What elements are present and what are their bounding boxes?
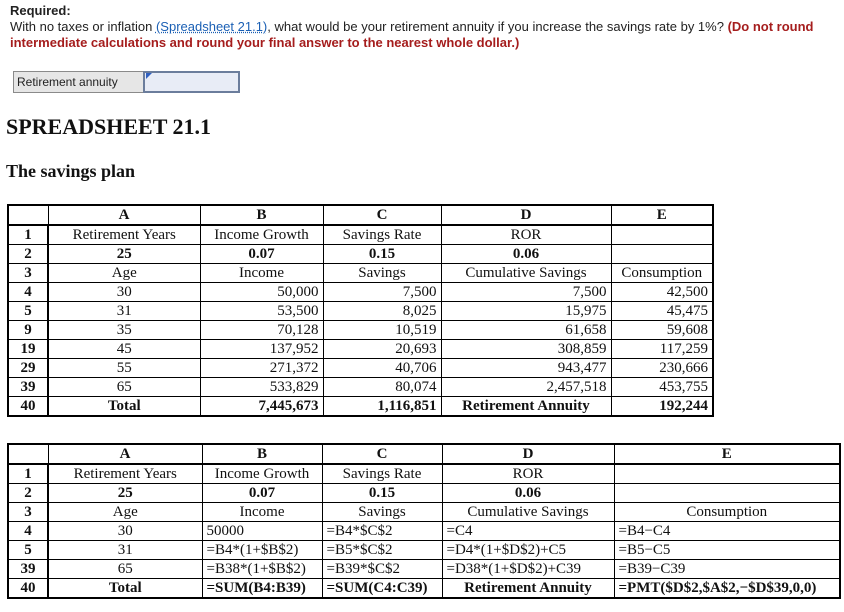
table-row [8,340,713,359]
column-header: B [200,205,323,225]
values-table [7,204,714,417]
row-number: 5 [8,302,48,321]
column-header: A [48,444,202,464]
cell [614,484,840,503]
row-number: 9 [8,321,48,340]
cell: 25 [48,245,200,264]
row-number: 4 [8,522,48,541]
cell: Total [48,397,200,417]
cell: =B4−C4 [614,522,840,541]
cell: 0.06 [441,245,611,264]
cell: =SUM(B4:B39) [202,579,322,599]
column-header: B [202,444,322,464]
cell: Income Growth [200,225,323,245]
column-header: A [48,205,200,225]
cell: 25 [48,484,202,503]
cell: 65 [48,378,200,397]
cell: =B4*$C$2 [322,522,442,541]
column-header: D [441,205,611,225]
row-number: 40 [8,579,48,599]
cell: 0.07 [202,484,322,503]
cell: 50000 [202,522,322,541]
cell: 2,457,518 [441,378,611,397]
question-text-start: With no taxes or inflation [10,19,156,34]
cell: Savings Rate [322,464,442,484]
row-number: 29 [8,359,48,378]
required-label: Required: [10,3,71,18]
cell: 61,658 [441,321,611,340]
cell: =SUM(C4:C39) [322,579,442,599]
cell: Age [48,503,202,522]
rounding-note: (Do not round intermediate calculations and round your final answer to the nearest whole dollar.) [10,19,814,50]
cell: =B39*$C$2 [322,560,442,579]
cell: 20,693 [323,340,441,359]
table-row [8,245,713,264]
cell: 7,500 [323,283,441,302]
cell: 0.06 [442,484,614,503]
cell: Retirement Years [48,225,200,245]
cell: Consumption [611,264,713,283]
cell: =B5*$C$2 [322,541,442,560]
retirement-annuity-input[interactable] [143,71,240,93]
cell: 230,666 [611,359,713,378]
cell: 53,500 [200,302,323,321]
cell: 30 [48,522,202,541]
cell: 137,952 [200,340,323,359]
cell: 50,000 [200,283,323,302]
cell: 533,829 [200,378,323,397]
table-row [8,579,840,599]
cell: =D38*(1+$D$2)+C39 [442,560,614,579]
table-row [8,225,713,245]
column-header: E [611,205,713,225]
corner-cell [8,444,48,464]
cell: Cumulative Savings [441,264,611,283]
cell [611,225,713,245]
cell: Age [48,264,200,283]
cell: 31 [48,302,200,321]
cell: 943,477 [441,359,611,378]
formulas-table [7,443,841,599]
cell: Consumption [614,503,840,522]
cell: 59,608 [611,321,713,340]
row-number: 19 [8,340,48,359]
cell: 0.07 [200,245,323,264]
cell: =D4*(1+$D$2)+C5 [442,541,614,560]
cell: =B39−C39 [614,560,840,579]
cell: ROR [442,464,614,484]
cell: 117,259 [611,340,713,359]
cell: 10,519 [323,321,441,340]
cell: 30 [48,283,200,302]
cell: Retirement Annuity [442,579,614,599]
table-row [8,283,713,302]
cell [614,464,840,484]
cell: 8,025 [323,302,441,321]
cell [611,245,713,264]
row-number: 3 [8,264,48,283]
row-number: 4 [8,283,48,302]
cell: Cumulative Savings [442,503,614,522]
table-row [8,503,840,522]
cell: =B5−C5 [614,541,840,560]
table-row [8,560,840,579]
column-header: D [442,444,614,464]
column-header-row [8,444,840,464]
cell: 271,372 [200,359,323,378]
table-row [8,541,840,560]
cell: 15,975 [441,302,611,321]
table-row [8,302,713,321]
cell: =C4 [442,522,614,541]
cell: 45,475 [611,302,713,321]
row-number: 39 [8,378,48,397]
table-row [8,464,840,484]
cell: 7,500 [441,283,611,302]
cell: ROR [441,225,611,245]
row-number: 5 [8,541,48,560]
cell: 65 [48,560,202,579]
column-header: E [614,444,840,464]
cell: 45 [48,340,200,359]
column-header: C [323,205,441,225]
required-block [10,3,830,51]
cell: 42,500 [611,283,713,302]
corner-cell [8,205,48,225]
cell: Income [202,503,322,522]
cell: Total [48,579,202,599]
cell: 453,755 [611,378,713,397]
cell: Savings [323,264,441,283]
table-row [8,522,840,541]
row-number: 3 [8,503,48,522]
row-number: 1 [8,225,48,245]
cell: =B38*(1+$B$2) [202,560,322,579]
question-text [10,19,830,51]
table-row [8,264,713,283]
question-text-end: , what would be your retirement annuity if you increase the savings rate by 1%? [267,19,728,34]
row-number: 2 [8,245,48,264]
row-number: 2 [8,484,48,503]
table-row [8,484,840,503]
answer-row [13,71,240,91]
cell: Savings Rate [323,225,441,245]
cell: 308,859 [441,340,611,359]
cell: 35 [48,321,200,340]
table-row [8,359,713,378]
cell: Income Growth [202,464,322,484]
cell: Retirement Annuity [441,397,611,417]
table-row [8,321,713,340]
cell: Retirement Years [48,464,202,484]
column-header: C [322,444,442,464]
cell: =PMT($D$2,$A$2,−$D$39,0,0) [614,579,840,599]
cell: 80,074 [323,378,441,397]
column-header-row [8,205,713,225]
spreadsheet-link[interactable]: (Spreadsheet 21.1) [155,19,268,34]
input-flag-icon [146,73,152,79]
table-row [8,378,713,397]
cell: Income [200,264,323,283]
cell: 1,116,851 [323,397,441,417]
cell: 0.15 [322,484,442,503]
row-number: 39 [8,560,48,579]
cell: =B4*(1+$B$2) [202,541,322,560]
answer-label: Retirement annuity [13,71,143,93]
cell: 192,244 [611,397,713,417]
cell: 31 [48,541,202,560]
cell: 70,128 [200,321,323,340]
table-row [8,397,713,417]
cell: Savings [322,503,442,522]
cell: 40,706 [323,359,441,378]
cell: 0.15 [323,245,441,264]
spreadsheet-subtitle: The savings plan [6,161,136,181]
cell: 7,445,673 [200,397,323,417]
spreadsheet-title: SPREADSHEET 21.1 [6,114,211,139]
cell: 55 [48,359,200,378]
row-number: 1 [8,464,48,484]
row-number: 40 [8,397,48,417]
